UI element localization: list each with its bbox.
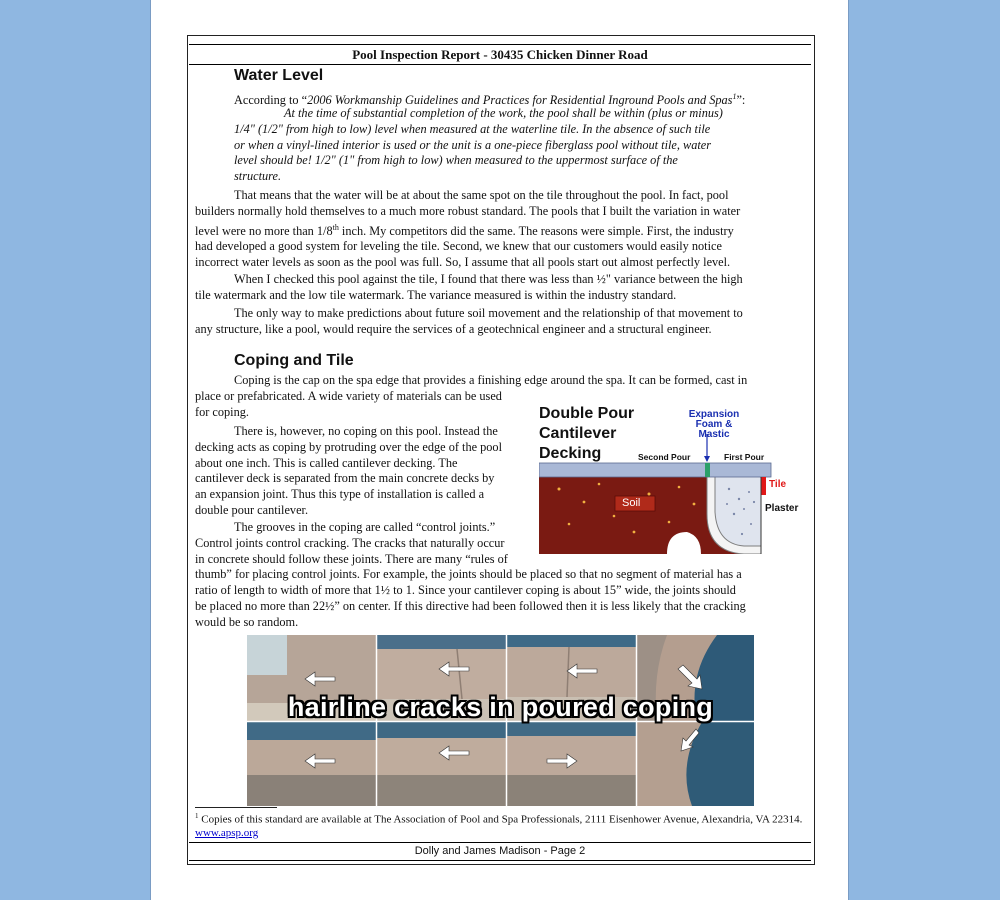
standard-quote: At the time of substantial completion of the work, the pool shall be within (plus or minus) 1/4" (1/2" from high to low) level when measured at the waterline tile. In the absence of such tile or when a vinyl-lined interior is used or the unit is a one-piece fiberglass pool without tile, water level should be! 1/2" (1" from high to low) when measured to the uppermost surface of the structure.: [234, 106, 723, 184]
coping-para1: Coping is the cap on the spa edge that provides a finishing edge around the spa. It can be formed, cast in place or prefabricated. A wide variety of materials can be used for coping.: [195, 373, 748, 419]
cantilever-decking-diagram: [539, 404, 799, 554]
intro-line: According to “2006 Workmanship Guidelines and Practices for Residential Inground Pools and Spas$^1$”:: [234, 92, 746, 108]
tile-label: Tile: [769, 479, 787, 490]
deck-slab: [539, 463, 771, 477]
page-footer: Dolly and James Madison - Page 2: [189, 842, 811, 861]
expansion-label: Expansion Foam & Mastic: [688, 409, 740, 440]
second-pour-label: Second Pour: [638, 452, 691, 462]
footnote-rule: [195, 807, 277, 808]
water-level-para2: When I checked this pool against the tile, I found that there was less than ½" variance between the high tile watermark and the low tile watermark. The variance measured is within the industry standard.: [195, 272, 743, 302]
coping-heading: Coping and Tile: [234, 352, 354, 369]
footnote: $^1$ Copies of this standard are available at The Association of Pool and Spa Professionals, 2111 Eisenhower Avenue, Alexandria, VA 22314. www.apsp.org: [195, 812, 803, 840]
diagram-title: Double Pour Cantilever Decking: [539, 405, 635, 462]
tile-strip: [761, 477, 766, 495]
water-level-para3: The only way to make predictions about future soil movement and the relationship of that movement to any structure, like a pool, would require the services of a geotechnical engineer and a structural engineer.: [195, 306, 743, 336]
document-page: [150, 0, 849, 900]
report-header: Pool Inspection Report - 30435 Chicken Dinner Road: [189, 44, 811, 65]
coping-photo-strip: [247, 635, 754, 806]
first-pour-label: First Pour: [724, 452, 765, 462]
photo-caption: hairline cracks in poured coping: [287, 692, 714, 722]
water-level-para1: That means that the water will be at about the same spot on the tile throughout the pool. In fact, pool builders normally hold themselves to a much more robust standard. The pools that I built the variation in water level were no more than 1/8th inch. My competitors did the same. The reasons were simple. First, the industry had developed a good system for leveling the tile. Second, we knew that our customers would easily notice incorrect water levels as soon as the pool was full. So, I assume that all pools start out almost perfectly level.: [195, 188, 741, 270]
coping-para3: The grooves in the coping are called “control joints.” Control joints control cracking. The cracks that naturally occur in concrete should follow these joints. There are many “rules of thumb” for placing control joints. For example, the joints should be placed so that no segment of material has a ratio of length to width of more that 1½ to 1. Since your cantilever coping is about 15” wide, the joints should be placed no more than 22½” on center. If this directive had been followed then it is less likely that the cracking would be so random.: [195, 520, 746, 629]
water-level-heading: Water Level: [234, 67, 324, 84]
plaster-label: Plaster: [765, 503, 799, 514]
apsp-link[interactable]: www.apsp.org: [195, 827, 259, 840]
coping-para2: There is, however, no coping on this pool. Instead the decking acts as coping by protruding over the edge of the pool about one inch. This is called cantilever decking. The cantilever deck is separated from the main concrete decks by an expansion joint. Thus this type of installation is called a double pour cantilever.: [195, 424, 502, 517]
expansion-joint: [705, 463, 710, 477]
soil-label: Soil: [622, 497, 641, 509]
